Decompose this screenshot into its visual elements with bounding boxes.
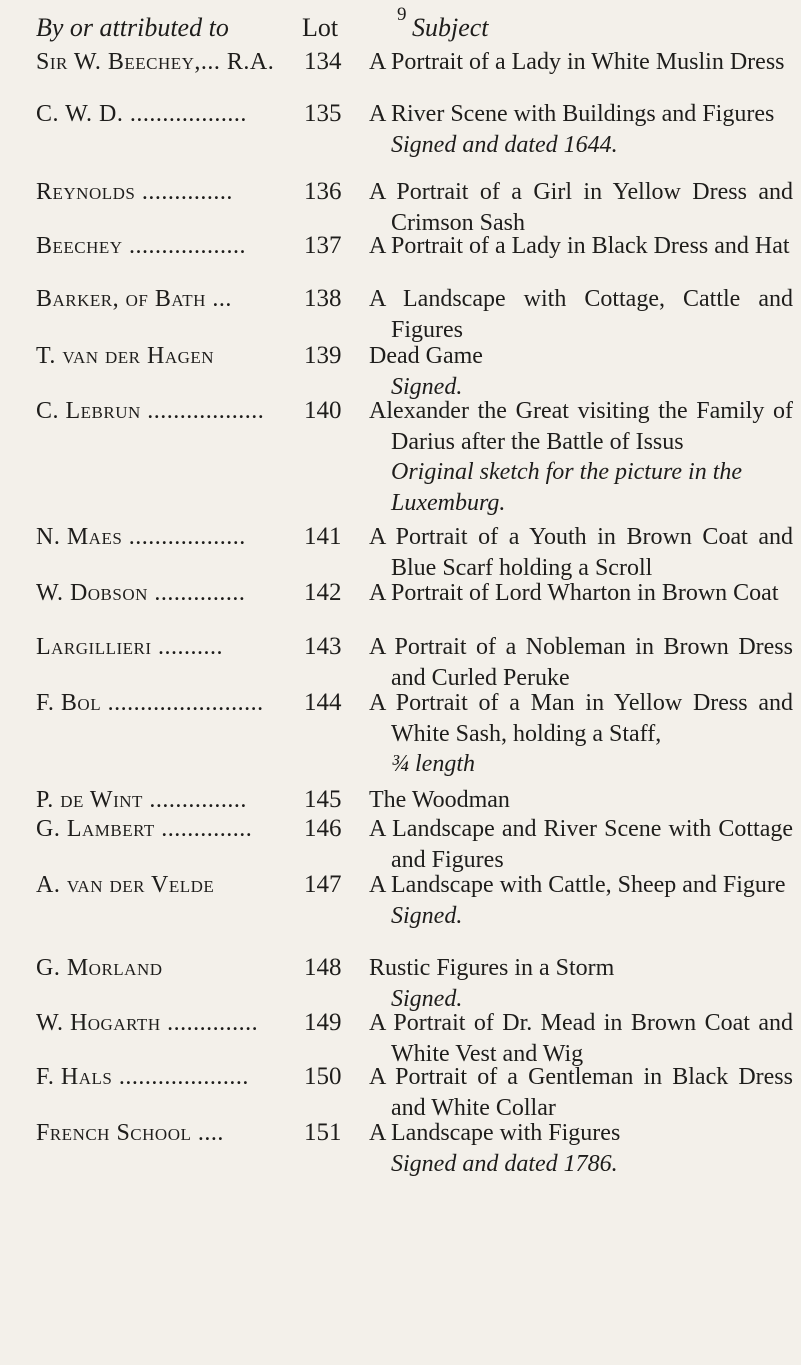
subject-description: A Portrait of Lord Wharton in Brown Coat — [369, 580, 779, 606]
lot-number: 151 — [304, 1119, 342, 1146]
artist-name: Reynolds .............. — [36, 179, 233, 205]
subject-description: A Portrait of a Nobleman in Brown Dress and Curled Peruke — [369, 634, 793, 691]
lot-number: 138 — [304, 285, 342, 312]
subject-cell — [369, 341, 793, 402]
subject-cell — [369, 1008, 793, 1069]
artist-name: F. Bol ........................ — [36, 690, 264, 716]
lot-number: 145 — [304, 786, 342, 813]
lot-number: 143 — [304, 633, 342, 660]
subject-cell — [369, 632, 793, 693]
subject-cell — [369, 814, 793, 875]
artist-name: C. W. D. .................. — [36, 101, 247, 127]
subject-description: A Portrait of Dr. Mead in Brown Coat and White Vest and Wig — [369, 1010, 793, 1067]
subject-note: Signed and dated 1644. — [391, 131, 618, 158]
lot-number: 141 — [304, 523, 342, 550]
subject-description: The Woodman — [369, 787, 510, 813]
subject-description: A Portrait of a Lady in Black Dress and Hat — [369, 233, 790, 259]
lot-number: 144 — [304, 689, 342, 716]
subject-note: Signed. — [391, 373, 463, 400]
subject-cell — [369, 785, 793, 816]
subject-description: A Landscape with Cattle, Sheep and Figure — [369, 872, 786, 898]
subject-cell — [369, 231, 793, 262]
lot-number: 149 — [304, 1009, 342, 1036]
lot-number: 137 — [304, 232, 342, 259]
artist-name: Sir W. Beechey,... R.A. — [36, 49, 275, 75]
subject-cell — [369, 522, 793, 583]
subject-note: Signed and dated 1786. — [391, 1150, 618, 1177]
artist-name: Beechey .................. — [36, 233, 247, 259]
lot-number: 140 — [304, 397, 342, 424]
artist-name: T. van der Hagen — [36, 343, 215, 369]
subject-description: A Landscape with Cottage, Cattle and Figures — [369, 286, 793, 343]
subject-cell — [369, 953, 793, 1014]
subject-cell — [369, 284, 793, 345]
artist-name: F. Hals .................... — [36, 1064, 249, 1090]
lot-number: 135 — [304, 100, 342, 127]
subject-note: ¾ length — [391, 751, 475, 777]
artist-name: Barker, of Bath ... — [36, 286, 232, 312]
lot-number: 146 — [304, 815, 342, 842]
artist-name: G. Lambert .............. — [36, 816, 253, 842]
subject-description: Alexander the Great visiting the Family of Darius after the Battle of Issus — [369, 398, 793, 455]
artist-name: N. Maes .................. — [36, 524, 246, 550]
lot-column-header: Lot — [302, 13, 339, 42]
artist-name: W. Dobson .............. — [36, 580, 246, 606]
subject-description: Rustic Figures in a Storm — [369, 955, 615, 981]
lot-number: 139 — [304, 342, 342, 369]
subject-description: A River Scene with Buildings and Figures — [369, 101, 775, 127]
subject-cell — [369, 870, 793, 931]
page-number: 9 — [397, 4, 407, 25]
subject-description: A Portrait of a Gentleman in Black Dress and White Collar — [369, 1064, 793, 1121]
lot-number: 150 — [304, 1063, 342, 1090]
lot-number: 147 — [304, 871, 342, 898]
subject-cell — [369, 1062, 793, 1123]
artist-name: A. van der Velde — [36, 872, 215, 898]
artist-name: G. Morland — [36, 955, 163, 981]
artist-name: French School .... — [36, 1120, 224, 1146]
subject-description: A Portrait of a Youth in Brown Coat and Blue Scarf holding a Scroll — [369, 524, 793, 581]
artist-column-header: By or attributed to — [36, 13, 229, 42]
subject-cell — [369, 688, 793, 780]
subject-cell — [369, 47, 793, 78]
lot-number: 148 — [304, 954, 342, 981]
subject-cell — [369, 1118, 793, 1179]
subject-note: Signed. — [391, 902, 463, 929]
subject-note: Original sketch for the picture in the Luxemburg. — [391, 459, 743, 516]
lot-number: 134 — [304, 48, 342, 75]
subject-cell — [369, 177, 793, 238]
subject-cell — [369, 396, 793, 518]
subject-cell — [369, 578, 793, 609]
subject-description: Dead Game — [369, 343, 483, 369]
subject-description: A Landscape with Figures — [369, 1120, 621, 1146]
subject-description: A Portrait of a Girl in Yellow Dress and Crimson Sash — [369, 179, 793, 236]
lot-number: 136 — [304, 178, 342, 205]
lot-number: 142 — [304, 579, 342, 606]
subject-column-header: Subject — [412, 13, 489, 42]
subject-description: A Landscape and River Scene with Cottage and Figures — [369, 816, 793, 873]
artist-name: W. Hogarth .............. — [36, 1010, 259, 1036]
subject-description: A Portrait of a Man in Yellow Dress and White Sash, holding a Staff, — [369, 690, 793, 747]
subject-description: A Portrait of a Lady in White Muslin Dress — [369, 49, 785, 75]
artist-name: P. de Wint ............... — [36, 787, 247, 813]
subject-note: Signed. — [391, 985, 463, 1012]
artist-name: C. Lebrun .................. — [36, 398, 265, 424]
artist-name: Largillieri .......... — [36, 634, 224, 660]
subject-cell — [369, 99, 793, 160]
